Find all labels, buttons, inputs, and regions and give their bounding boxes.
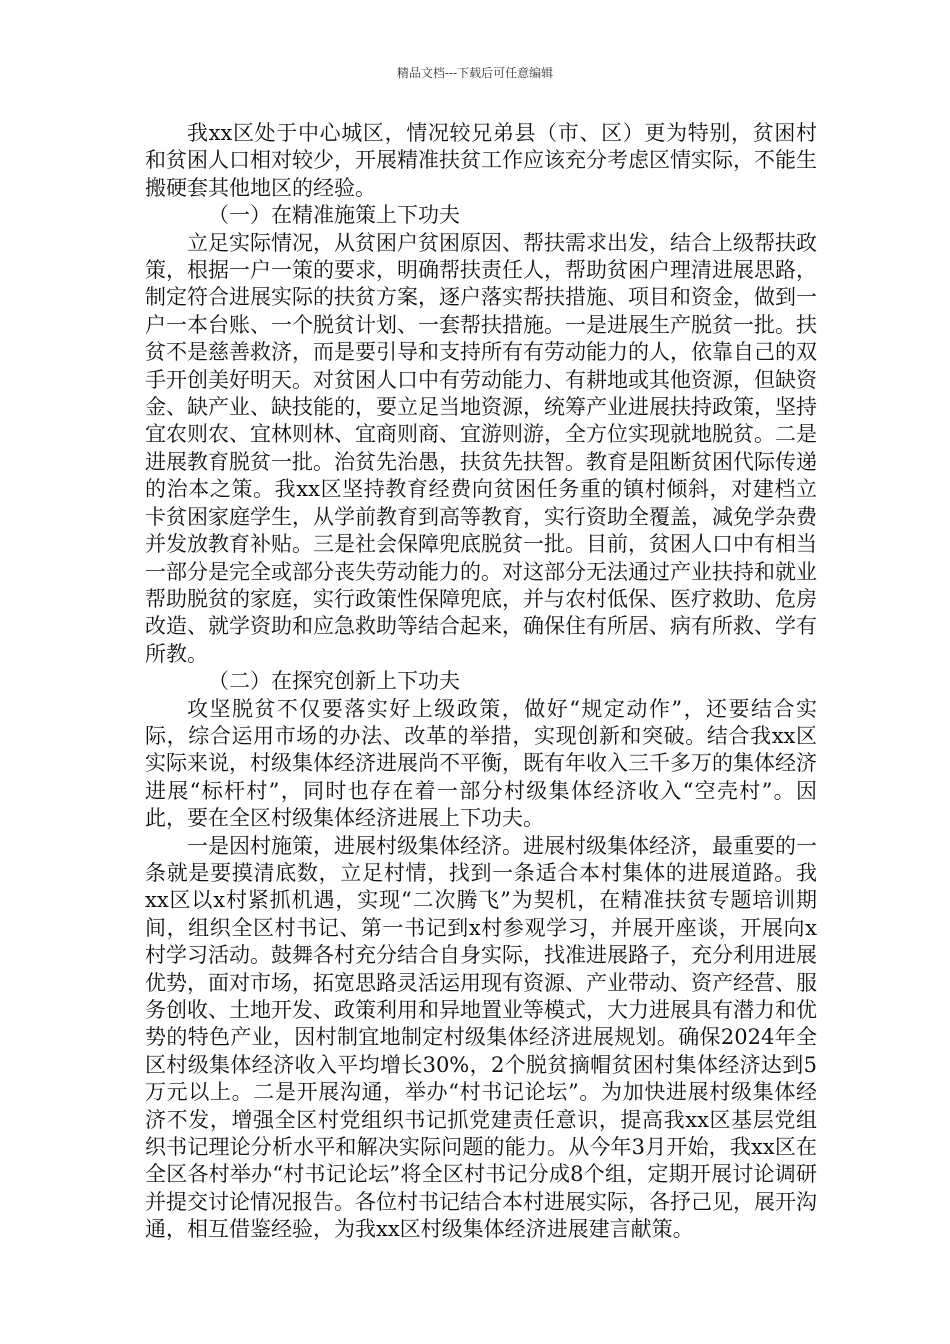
body-paragraph: 一是因村施策，进展村级集体经济。进展村级集体经济，最重要的一条就是要摸清底数，立足村情，找到一条适合本村集体的进展道路。我xx区以x村紧抓机遇，实现“二次腾飞”为契机，在精准扶贫专题培训期间，组织全区村书记、第一书记到x村参观学习，并展开座谈，开展向x村学习活动。鼓舞各村充分结合自身实际，找准进展路子，充分利用进展优势，面对市场，拓宽思路灵活运用现有资源、产业带动、资产经营、服务创收、土地开发、政策利用和异地置业等模式，大力进展具有潜力和优势的特色产业，因村制宜地制定村级集体经济进展规划。确保2024年全区村级集体经济收入平均增长30%，2个脱贫摘帽贫困村集体经济达到5万元以上。二是开展沟通，举办“村书记论坛”。为加快进展村级集体经济不发，增强全区村党组织书记抓党建责任意识，提高我xx区基层党组织书记理论分析水平和解决实际问题的能力。从今年3月开始，我xx区在全区各村举办“村书记论坛”将全区村书记分成8个组，定期开展讨论调研并提交讨论情况报告。各位村书记结合本村进展实际，各抒己见，展开沟通，相互借鉴经验，为我xx区村级集体经济进展建言献策。	[145, 833, 817, 1242]
document-body	[145, 120, 817, 1244]
intro-paragraph: 我xx区处于中心城区，情况较兄弟县（市、区）更为特别，贫困村和贫困人口相对较少，开展精准扶贫工作应该充分考虑区情实际，不能生搬硬套其他地区的经验。	[145, 121, 817, 200]
section-heading-1: （一）在精准施策上下功夫	[208, 203, 460, 228]
section-heading-2: （二）在探究创新上下功夫	[208, 669, 460, 694]
body-paragraph: 立足实际情况，从贫困户贫困原因、帮扶需求出发，结合上级帮扶政策，根据一户一策的要求，明确帮扶责任人，帮助贫困户理清进展思路，制定符合进展实际的扶贫方案，逐户落实帮扶措施、项目和资金，做到一户一本台账、一个脱贫计划、一套帮扶措施。一是进展生产脱贫一批。扶贫不是慈善救济，而是要引导和支持所有有劳动能力的人，依靠自己的双手开创美好明天。对贫困人口中有劳动能力、有耕地或其他资源，但缺资金、缺产业、缺技能的，要立足当地资源，统筹产业进展扶持政策，坚持宜农则农、宜林则林、宜商则商、宜游则游，全方位实现就地脱贫。二是进展教育脱贫一批。治贫先治愚，扶贫先扶智。教育是阻断贫困代际传递的治本之策。我xx区坚持教育经费向贫困任务重的镇村倾斜，对建档立卡贫困家庭学生，从学前教育到高等教育，实行资助全覆盖，减免学杂费并发放教育补贴。三是社会保障兜底脱贫一批。目前，贫困人口中有相当一部分是完全或部分丧失劳动能力的。对这部分无法通过产业扶持和就业帮助脱贫的家庭，实行政策性保障兜底，并与农村低保、医疗救助、危房改造、就学资助和应急救助等结合起来，确保住有所居、病有所救、学有所教。	[145, 230, 817, 666]
body-paragraph: 攻坚脱贫不仅要落实好上级政策，做好“规定动作”，还要结合实际，综合运用市场的办法、改革的举措，实现创新和突破。结合我xx区实际来说，村级集体经济进展尚不平衡，既有年收入三千多万的集体经济进展“标杆村”，同时也存在着一部分村级集体经济收入“空壳村”。因此，要在全区村级集体经济进展上下功夫。	[145, 696, 817, 831]
page-header: 精品文档---下载后可任意编辑	[396, 66, 554, 80]
